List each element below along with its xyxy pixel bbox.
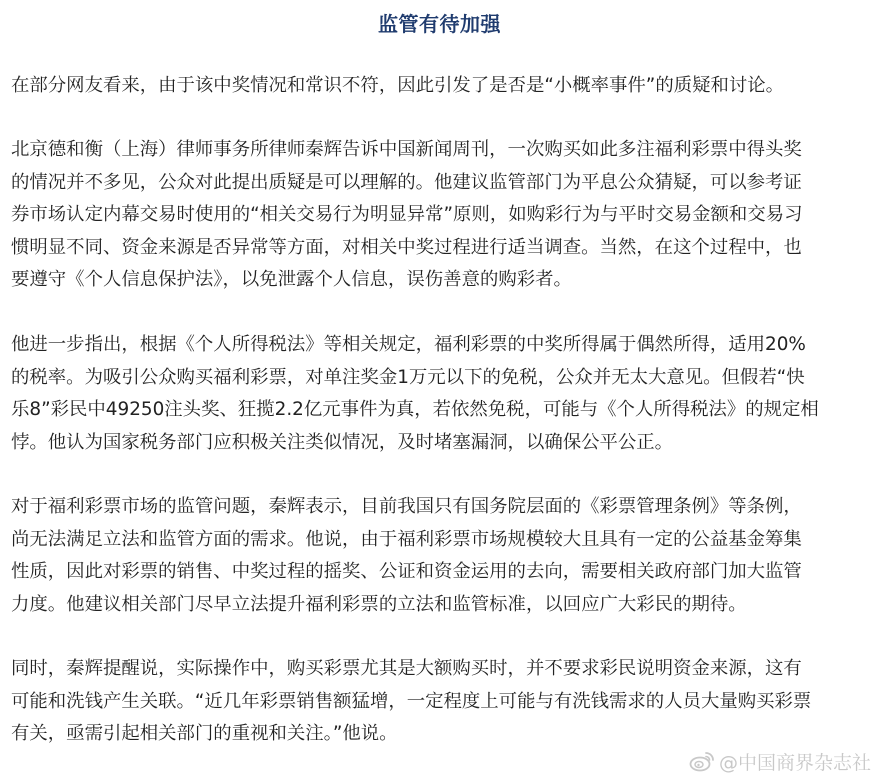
paragraph-line: 性质，因此对彩票的销售、中奖过程的摇奖、公证和资金运用的去向，需要相关政府部门加大监管 bbox=[11, 561, 802, 582]
paragraph-5 bbox=[11, 653, 871, 751]
paragraph-line: 尚无法满足立法和监管方面的需求。他说，由于福利彩票市场规模较大且具有一定的公益基金筹集 bbox=[11, 528, 802, 550]
paragraph-line: 同时，秦辉提醒说，实际操作中，购买彩票尤其是大额购买时，并不要求彩民说明资金来源，这有 bbox=[11, 658, 802, 679]
paragraph-line: 可能和洗钱产生关联。“近几年彩票销售额猛增，一定程度上可能与有洗钱需求的人员大量购买彩票 bbox=[11, 690, 812, 712]
section-title: 监管有待加强 bbox=[378, 12, 501, 36]
paragraph-line: 他进一步指出，根据《个人所得税法》等相关规定，福利彩票的中奖所得属于偶然所得，适用20% bbox=[11, 334, 806, 355]
paragraph-line: 在部分网友看来，由于该中奖情况和常识不符，因此引发了是否是“小概率事件”的质疑和讨论。 bbox=[11, 75, 785, 96]
paragraph-line: 悖。他认为国家税务部门应积极关注类似情况，及时堵塞漏洞，以确保公平公正。 bbox=[11, 431, 674, 453]
paragraph-line: 惯明显不同、资金来源是否异常等方面，对相关中奖过程进行适当调查。当然，在这个过程中，也 bbox=[11, 236, 802, 258]
paragraph-line: 乐8”彩民中49250注头奖、狂揽2.2亿元事件为真，若依然免税，可能与《个人所得税法》的规定相 bbox=[11, 399, 819, 420]
watermark bbox=[689, 747, 871, 775]
paragraph-line: 力度。他建议相关部门尽早立法提升福利彩票的立法和监管标准，以回应广大彩民的期待。 bbox=[11, 593, 747, 615]
paragraph-line: 有关，亟需引起相关部门的重视和关注。”他说。 bbox=[11, 723, 398, 744]
paragraph-1 bbox=[11, 70, 871, 103]
watermark-text: @中国商界杂志社 bbox=[718, 751, 871, 774]
weibo-logo-icon bbox=[689, 750, 715, 772]
paragraph-line: 的情况并不多见，公众对此提出质疑是可以理解的。他建议监管部门为平息公众猜疑，可以参考证 bbox=[11, 171, 802, 193]
paragraph-line: 对于福利彩票市场的监管问题，秦辉表示，目前我国只有国务院层面的《彩票管理条例》等条例， bbox=[11, 496, 802, 517]
paragraph-3 bbox=[11, 329, 871, 459]
paragraph-4 bbox=[11, 491, 871, 621]
paragraph-line: 北京德和衡（上海）律师事务所律师秦辉告诉中国新闻周刊，一次购买如此多注福利彩票中得头奖 bbox=[11, 139, 802, 160]
paragraph-line: 券市场认定内幕交易时使用的“相关交易行为明显异常”原则，如购彩行为与平时交易金额和交易习 bbox=[11, 204, 803, 225]
paragraph-2 bbox=[11, 134, 871, 297]
paragraph-line: 的税率。为吸引公众购买福利彩票，对单注奖金1万元以下的免税，公众并无太大意见。但假若“快 bbox=[11, 366, 805, 388]
paragraph-line: 要遵守《个人信息保护法》，以免泄露个人信息，误伤善意的购彩者。 bbox=[11, 269, 572, 290]
